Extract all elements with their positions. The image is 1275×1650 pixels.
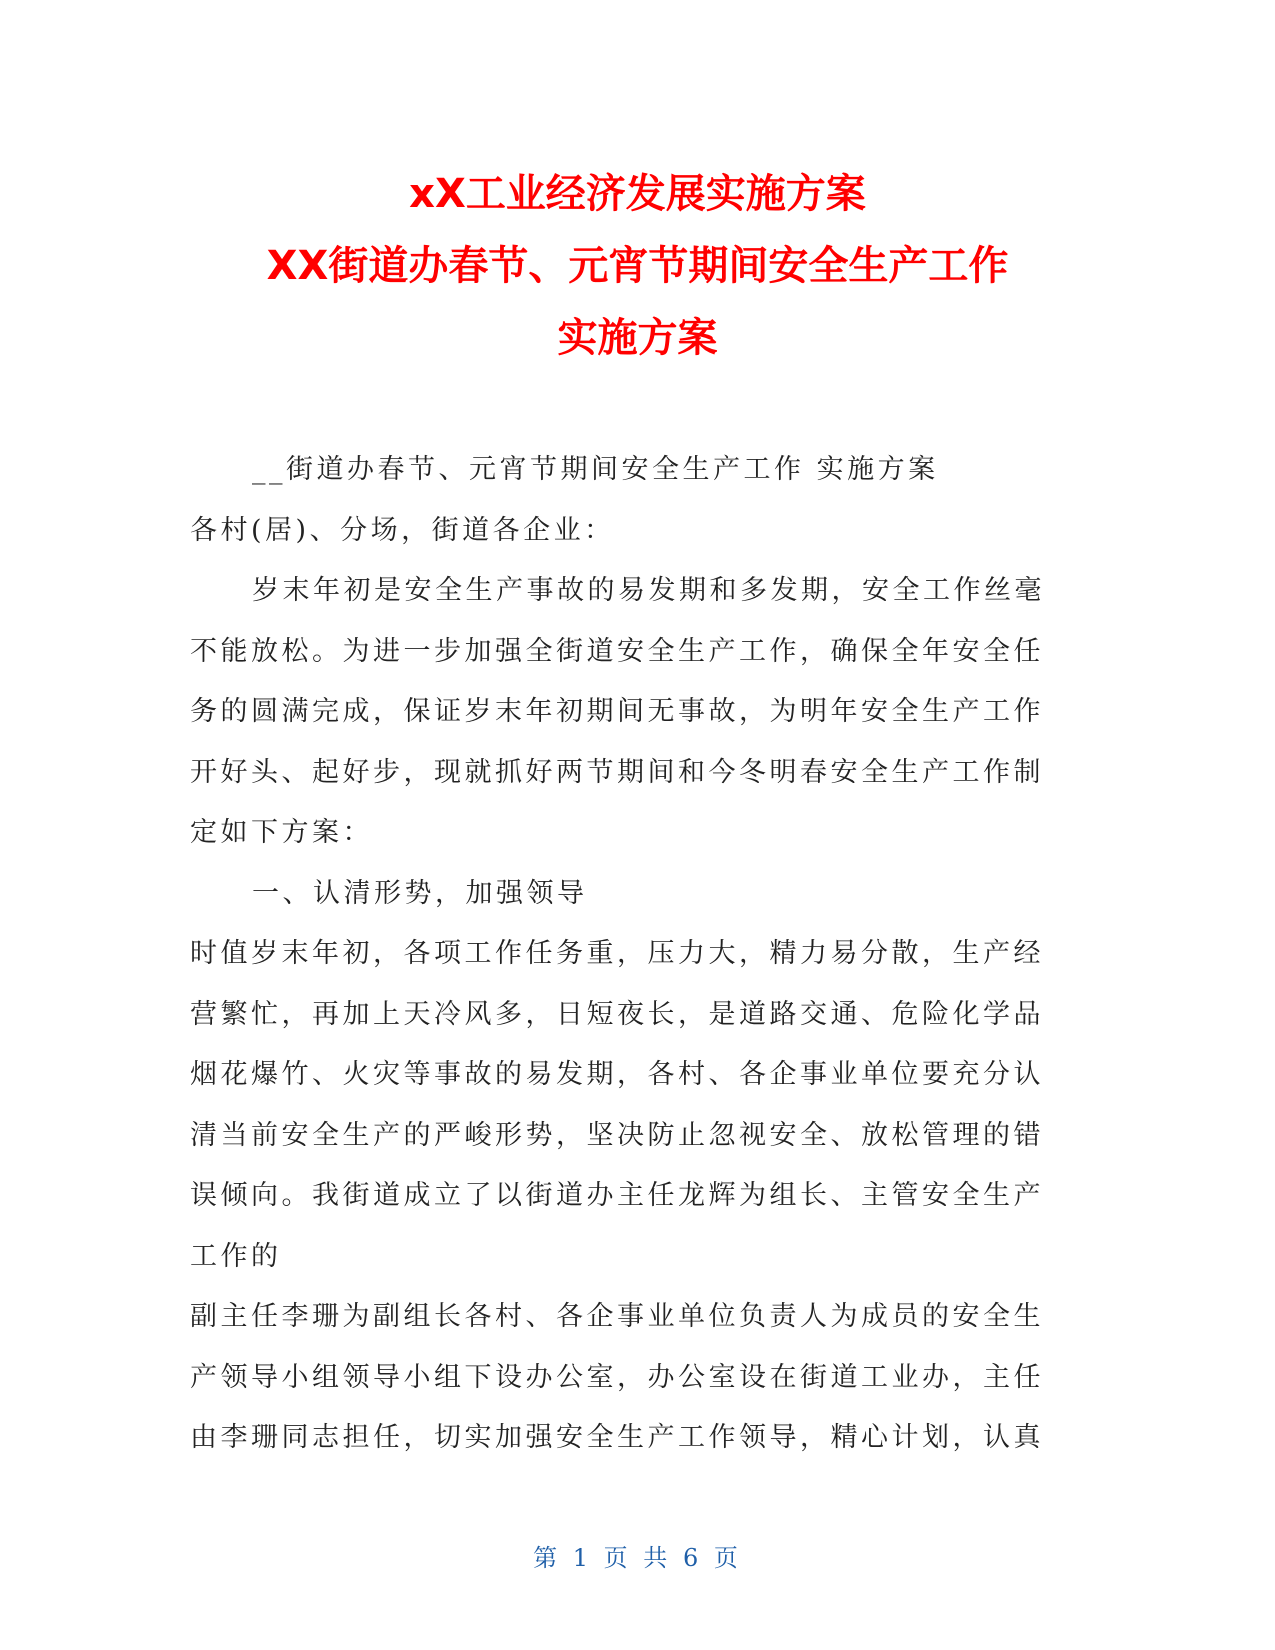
document-subtitle: __街道办春节、元宵节期间安全生产工作 实施方案 bbox=[252, 454, 939, 485]
title-line-1: xX工业经济发展实施方案 bbox=[409, 171, 866, 217]
paragraph-line: 产领导小组领导小组下设办公室，办公室设在街道工业办，主任 bbox=[190, 1361, 1044, 1393]
paragraph-line: 营繁忙，再加上天冷风多，日短夜长，是道路交通、危险化学品 bbox=[190, 998, 1044, 1030]
paragraph-line: 不能放松。为进一步加强全街道安全生产工作，确保全年安全任 bbox=[190, 635, 1044, 667]
paragraph-line: 工作的 bbox=[190, 1240, 282, 1272]
paragraph-line: 清当前安全生产的严峻形势，坚决防止忽视安全、放松管理的错 bbox=[190, 1119, 1044, 1151]
paragraph-line: 烟花爆竹、火灾等事故的易发期，各村、各企事业单位要充分认 bbox=[190, 1059, 1044, 1090]
paragraph-line: 由李珊同志担任，切实加强安全生产工作领导，精心计划，认真 bbox=[190, 1422, 1044, 1453]
salutation: 各村(居)、分场，街道各企业： bbox=[190, 514, 615, 546]
title-line-2: XX街道办春节、元宵节期间安全生产工作 bbox=[266, 243, 1009, 289]
paragraph-line: 时值岁末年初，各项工作任务重，压力大，精力易分散，生产经 bbox=[190, 938, 1044, 969]
document-title bbox=[0, 158, 1275, 374]
section-heading: 一、认清形势，加强领导 bbox=[252, 877, 588, 909]
paragraph-line: 副主任李珊为副组长各村、各企事业单位负责人为成员的安全生 bbox=[190, 1301, 1044, 1332]
paragraph-line: 误倾向。我街道成立了以街道办主任龙辉为组长、主管安全生产 bbox=[190, 1180, 1044, 1211]
paragraph-line: 务的圆满完成，保证岁末年初期间无事故，为明年安全生产工作 bbox=[190, 696, 1044, 727]
title-line-3: 实施方案 bbox=[557, 315, 718, 361]
paragraph-line: 开好头、起好步，现就抓好两节期间和今冬明春安全生产工作制 bbox=[190, 756, 1044, 788]
document-body bbox=[190, 440, 1070, 1469]
page-number-footer: 第 1 页 共 6 页 bbox=[533, 1544, 742, 1572]
paragraph-line: 定如下方案： bbox=[190, 817, 373, 848]
paragraph-line: 岁末年初是安全生产事故的易发期和多发期，安全工作丝毫 bbox=[252, 575, 1045, 606]
